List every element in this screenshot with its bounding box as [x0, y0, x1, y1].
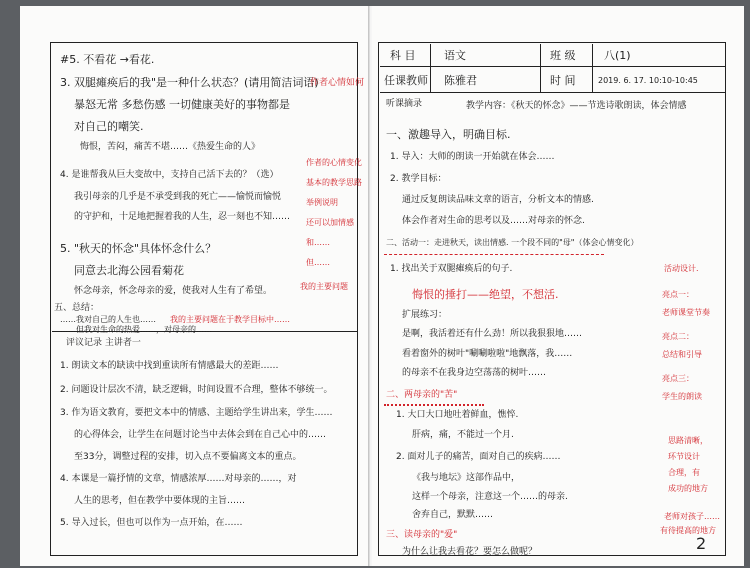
margin-note: 学生的朗读 [662, 392, 702, 401]
right-line-red: 悔恨的捶打——绝望，不想活. [412, 288, 559, 301]
left-line: ……我对自己的人生也…… [60, 315, 156, 324]
page-number: 2 [696, 534, 707, 553]
left-line: 对自己的嘲笑. [74, 120, 144, 133]
teacher-value: 陈雅君 [444, 74, 477, 87]
header-col-divider [592, 44, 593, 92]
header-bottom-divider [380, 92, 726, 93]
right-line: 体会作者对生命的思考以及……对母亲的怀念. [402, 216, 585, 226]
right-line: 一、激趣导入，明确目标. [386, 128, 511, 141]
margin-note: 我的主要问题 [300, 282, 348, 291]
margin-note: 成功的地方 [668, 484, 708, 493]
margin-note: 举例说明 [306, 198, 338, 207]
left-line: 3. 双腿瘫痪后的我"是一种什么状态？(请用简洁词语) [60, 76, 319, 89]
left-line: #5. 不看花 →看花. [60, 53, 155, 66]
right-line: 为什么让我去看花？要怎么做呢？ [402, 547, 538, 557]
left-line: 5. "秋天的怀念"具体怀念什么？ [60, 242, 217, 255]
teacher-label: 任课教师 [384, 74, 428, 87]
margin-note: 和…… [306, 238, 330, 247]
left-line: 的守护和，十足地把握着我的人生，忍一刻也不知…… [74, 212, 291, 222]
right-heading-red: 三、读母亲的"爱" [386, 530, 458, 540]
right-heading-red: 二、两母亲的"苦" [386, 390, 458, 400]
header-col-divider [540, 44, 541, 92]
margin-note: 老师课堂节奏 [662, 308, 710, 317]
notes-title: 听课摘录 [386, 99, 423, 109]
inline-red-note: 我的主要问题在于教学目标中…… [170, 315, 290, 324]
left-line: 5. 导入过长，但也可以作为一点开始，在…… [60, 518, 243, 528]
right-line: 1. 找出关于双腿瘫痪后的句子. [390, 264, 513, 274]
margin-note: 活动设计. [664, 264, 699, 273]
right-line: 是啊，我活着还有什么劲！所以我狠狠地…… [402, 329, 583, 339]
left-line: 1. 朗读文本的缺读中找到重读所有情感最大的差距…… [60, 361, 279, 371]
margin-note: 作者的心情变化 [306, 158, 362, 167]
time-value: 2019. 6. 17. 10:10-10:45 [598, 76, 698, 85]
right-line: 通过反复朗读品味文章的语言，分析文本的情感. [402, 195, 594, 205]
margin-note: 有待提高的地方 [660, 526, 716, 535]
margin-note: 但…… [306, 258, 330, 267]
left-line: 怀念母亲，怀念母亲的爱，使我对人生有了希望。 [74, 286, 273, 296]
review-record-title: 评议记录 主讲者一 [66, 338, 141, 348]
right-line: 扩展练习： [402, 310, 448, 320]
right-line: 舍弃自己，默默…… [412, 510, 494, 520]
margin-note: 还可以加情感 [306, 218, 354, 227]
right-line: 1. 导入：大师的朗读一开始就在体会…… [390, 152, 555, 162]
left-line: 的心得体会，让学生在问题讨论当中去体会到在自己心中的…… [74, 430, 327, 440]
right-line: 教学内容：《秋天的怀念》——节选诗歌朗读，体会情感 [466, 101, 687, 111]
margin-note: 环节设计 [668, 452, 700, 461]
right-line: 1. 大口大口地吐着鲜血，憔悴. [396, 410, 519, 420]
margin-note: 亮点二： [662, 332, 694, 341]
margin-note: 老师对孩子…… [664, 512, 720, 521]
margin-note: 亮点三： [662, 374, 694, 383]
right-line: 肝病，痛，不能过一个月. [412, 430, 514, 440]
left-line: 人生的思考，但在教学中要体现的主旨…… [74, 496, 246, 506]
right-line: 2. 教学目标： [390, 174, 447, 184]
header-col-divider [430, 44, 431, 92]
left-line: 暴怒无常 多愁伤感 一切健康美好的事物都是 [74, 98, 290, 111]
right-line: 《我与地坛》这部作品中， [412, 473, 521, 483]
right-line: 2. 面对儿子的痛苦，面对自己的疾病…… [396, 452, 561, 462]
left-line: 2. 问题设计层次不清，缺乏逻辑，时间设置不合理，整体不够统一。 [60, 385, 333, 395]
left-line: 4. 本课是一篇抒情的文章，情感浓厚……对母亲的……，对 [60, 474, 297, 484]
header-row-divider [380, 66, 726, 67]
left-line: ……但我对生命的热爱……，对母亲的…… [60, 325, 212, 334]
left-line: 悔恨，苦闷，痛苦不堪……《热爱生命的人》 [80, 142, 261, 152]
margin-note: 基本的教学思路 [306, 178, 362, 187]
time-label: 时 间 [550, 74, 576, 87]
right-page [372, 6, 744, 566]
margin-note: 作者心情如何 [310, 78, 365, 88]
left-page [20, 6, 370, 566]
left-line: 五、总结： [54, 303, 100, 313]
subject-value: 语文 [444, 49, 466, 62]
red-wavy-underline [384, 402, 484, 406]
right-line: 看着窗外的树叶"唰唰啦啦"地飘落，我…… [402, 349, 573, 359]
left-line: 同意去北海公园看菊花 [74, 264, 184, 277]
left-line: 至33分，调整过程的安排，切入点不要偏离文本的重点。 [74, 452, 302, 462]
margin-note: 亮点一： [662, 290, 694, 299]
right-line: 二、活动一：走进秋天，读出情感. 一个段不同的"母"（体会心情变化） [386, 238, 639, 247]
margin-note: 总结和引导 [662, 350, 702, 359]
margin-note: 合理，有 [668, 468, 700, 477]
left-line: 我引母亲的几乎是不承受到我的死亡——愉悦而愉悦 [74, 192, 282, 202]
class-value: 八(1) [604, 49, 631, 62]
subject-label: 科 目 [390, 49, 416, 62]
right-line: 这样一个母亲，注意这一个……的母亲. [412, 492, 568, 502]
left-line: 4. 是谁帮我从巨大变故中，支持自己活下去的？（选） [60, 170, 279, 180]
left-line: 3. 作为语文教育，要把文本中的情感、主题给学生讲出来，学生…… [60, 408, 333, 418]
class-label: 班 级 [550, 49, 576, 62]
margin-note: 思路清晰， [668, 436, 708, 445]
right-line: 的母亲不在我身边空荡荡的树叶…… [402, 368, 547, 378]
red-dashed-underline [384, 254, 604, 255]
